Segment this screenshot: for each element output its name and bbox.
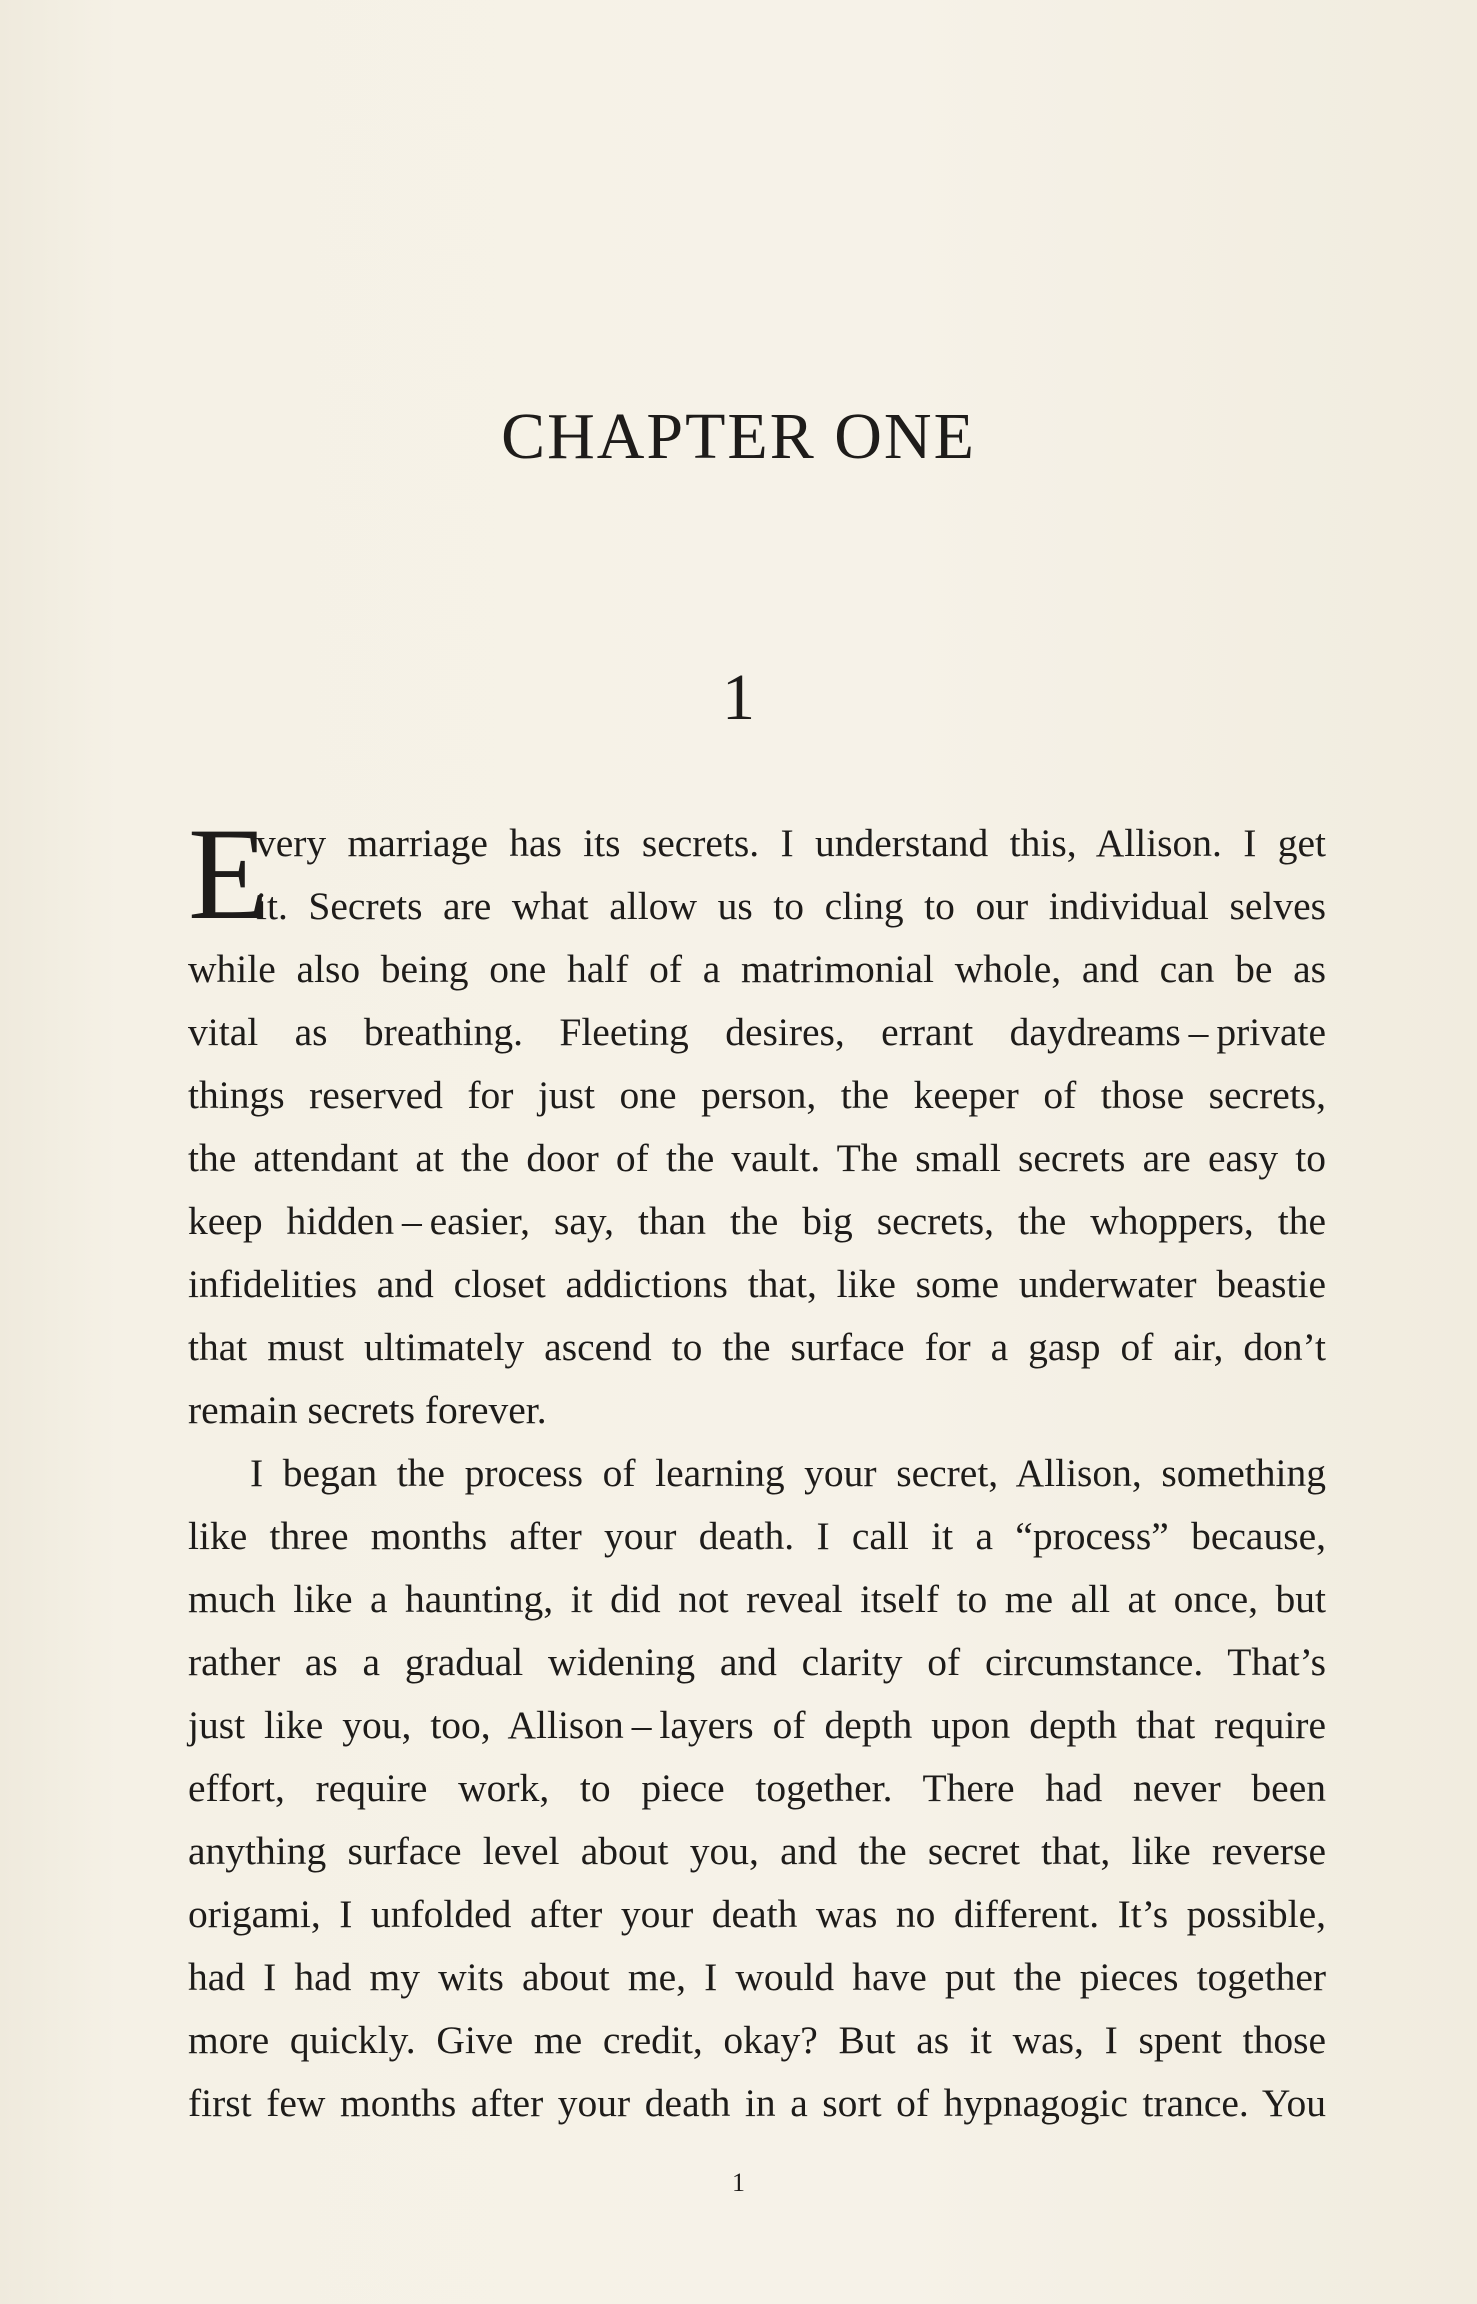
text-line: effort, require work, to piece together. There had never been bbox=[188, 1766, 1326, 1810]
text-line: much like a haunting, it did not reveal itself to me all at once, but bbox=[188, 1577, 1326, 1621]
text-line: the attendant at the door of the vault. The small secrets are easy to bbox=[188, 1136, 1326, 1180]
section-number: 1 bbox=[722, 661, 755, 734]
text-line: remain secrets forever. bbox=[188, 1388, 547, 1432]
page-number: 1 bbox=[732, 2168, 745, 2197]
text-line: just like you, too, Allison – layers of depth upon depth that require bbox=[188, 1703, 1326, 1747]
text-line: like three months after your death. I call it a “process” because, bbox=[188, 1514, 1326, 1558]
text-line: origami, I unfolded after your death was no different. It’s possible, bbox=[188, 1892, 1326, 1936]
text-line: more quickly. Give me credit, okay? But as it was, I spent those bbox=[188, 2018, 1326, 2062]
body-text bbox=[188, 800, 1326, 2135]
text-line: things reserved for just one person, the keeper of those secrets, bbox=[188, 1073, 1326, 1117]
text-line: it. Secrets are what allow us to cling to our individual selves bbox=[256, 884, 1326, 928]
text-line: anything surface level about you, and the secret that, like reverse bbox=[188, 1829, 1326, 1873]
text-line: keep hidden – easier, say, than the big secrets, the whoppers, the bbox=[188, 1199, 1326, 1243]
text-line: while also being one half of a matrimonial whole, and can be as bbox=[188, 947, 1326, 991]
text-line: rather as a gradual widening and clarity of circumstance. That’s bbox=[188, 1640, 1326, 1684]
chapter-title: CHAPTER ONE bbox=[501, 400, 976, 474]
drop-cap: E bbox=[188, 800, 269, 947]
text-line: vital as breathing. Fleeting desires, errant daydreams – private bbox=[188, 1010, 1326, 1054]
text-line: that must ultimately ascend to the surface for a gasp of air, don’t bbox=[188, 1325, 1326, 1369]
text-line: first few months after your death in a sort of hypnagogic trance. You bbox=[188, 2081, 1326, 2125]
text-line: I began the process of learning your secret, Allison, something bbox=[250, 1451, 1326, 1495]
text-line: very marriage has its secrets. I understand this, Allison. I get bbox=[256, 821, 1326, 865]
text-line: had I had my wits about me, I would have put the pieces together bbox=[188, 1955, 1326, 1999]
text-line: infidelities and closet addictions that, like some underwater beastie bbox=[188, 1262, 1326, 1306]
